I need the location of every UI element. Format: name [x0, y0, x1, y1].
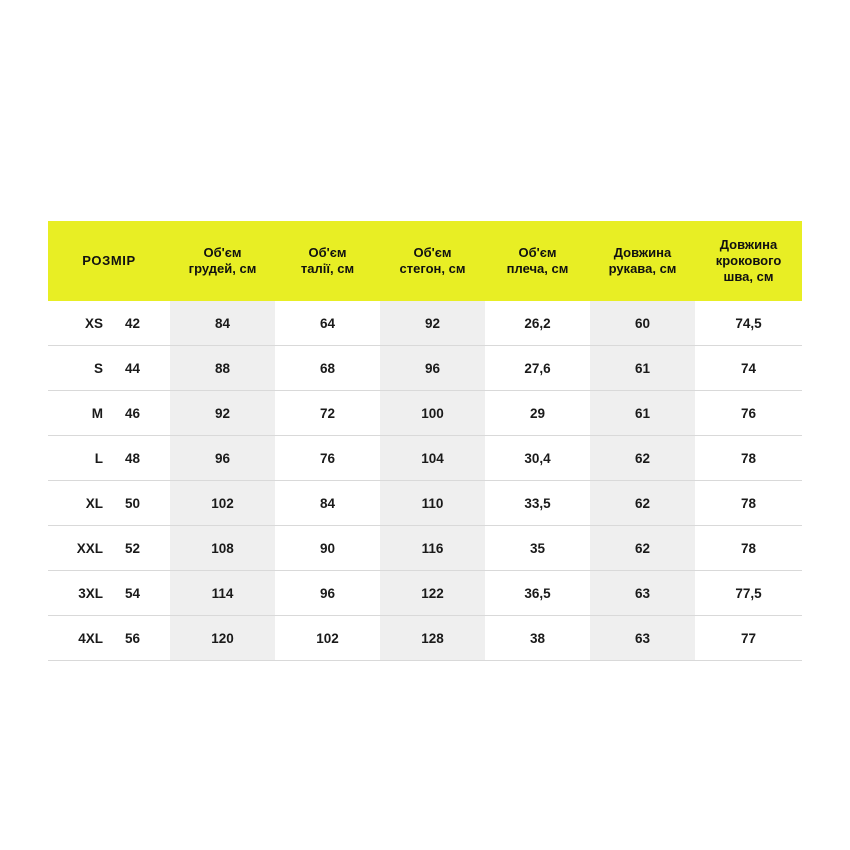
table-row — [48, 346, 802, 391]
column-header-waist-line-1: Об'єм — [308, 244, 347, 260]
table-body — [48, 301, 802, 661]
cell-hip: 110 — [380, 481, 485, 526]
cell-shoulder: 29 — [485, 391, 590, 436]
size-letter: 4XL — [78, 630, 103, 646]
cell-shoulder: 26,2 — [485, 301, 590, 346]
cell-chest: 84 — [170, 301, 275, 346]
cell-size — [48, 301, 170, 346]
column-header-inseam-line-2: крокового — [715, 252, 782, 268]
column-header-shoulder — [485, 221, 590, 301]
column-header-chest-line-1: Об'єм — [203, 244, 242, 260]
cell-sleeve: 60 — [590, 301, 695, 346]
cell-sleeve: 61 — [590, 346, 695, 391]
cell-sleeve: 62 — [590, 526, 695, 571]
cell-size — [48, 346, 170, 391]
cell-hip: 122 — [380, 571, 485, 616]
column-header-sleeve-line-1: Довжина — [613, 244, 672, 260]
column-header-waist — [275, 221, 380, 301]
column-header-inseam-line-3: шва, см — [723, 269, 774, 285]
cell-sleeve: 63 — [590, 616, 695, 661]
size-number: 56 — [125, 630, 141, 646]
cell-sleeve: 62 — [590, 481, 695, 526]
cell-size — [48, 616, 170, 661]
cell-chest: 102 — [170, 481, 275, 526]
size-letter: XS — [84, 315, 103, 331]
column-header-inseam — [695, 221, 802, 301]
column-header-hip-line-2: стегон, см — [399, 261, 466, 276]
cell-sleeve: 63 — [590, 571, 695, 616]
cell-waist: 90 — [275, 526, 380, 571]
column-header-inseam-line-1: Довжина — [719, 236, 778, 252]
cell-inseam: 74 — [695, 346, 802, 391]
cell-chest: 120 — [170, 616, 275, 661]
cell-waist: 72 — [275, 391, 380, 436]
cell-inseam: 78 — [695, 436, 802, 481]
size-letter: M — [91, 405, 103, 421]
cell-shoulder: 35 — [485, 526, 590, 571]
cell-size — [48, 436, 170, 481]
cell-shoulder: 38 — [485, 616, 590, 661]
cell-size — [48, 571, 170, 616]
cell-hip: 104 — [380, 436, 485, 481]
size-letter: XXL — [76, 540, 103, 556]
column-header-chest-line-2: грудей, см — [188, 261, 257, 276]
cell-hip: 100 — [380, 391, 485, 436]
cell-sleeve: 61 — [590, 391, 695, 436]
size-letter: 3XL — [78, 585, 103, 601]
cell-chest: 108 — [170, 526, 275, 571]
size-number: 44 — [125, 360, 141, 376]
cell-hip: 96 — [380, 346, 485, 391]
cell-chest: 114 — [170, 571, 275, 616]
column-header-size — [48, 221, 170, 301]
size-number: 54 — [125, 585, 141, 601]
size-number: 48 — [125, 450, 141, 466]
size-number: 50 — [125, 495, 141, 511]
column-header-hip-line-1: Об'єм — [413, 244, 452, 260]
cell-shoulder: 27,6 — [485, 346, 590, 391]
table-row — [48, 301, 802, 346]
cell-inseam: 78 — [695, 526, 802, 571]
size-number: 42 — [125, 315, 141, 331]
cell-inseam: 77 — [695, 616, 802, 661]
cell-chest: 92 — [170, 391, 275, 436]
table-row — [48, 571, 802, 616]
table-header-row — [48, 221, 802, 301]
size-chart-table-container — [48, 221, 802, 661]
column-header-waist-line-2: талії, см — [300, 261, 355, 276]
table-row — [48, 436, 802, 481]
size-number: 46 — [125, 405, 141, 421]
cell-waist: 64 — [275, 301, 380, 346]
cell-hip: 116 — [380, 526, 485, 571]
cell-size — [48, 391, 170, 436]
table-row — [48, 616, 802, 661]
cell-waist: 96 — [275, 571, 380, 616]
cell-waist: 84 — [275, 481, 380, 526]
cell-chest: 96 — [170, 436, 275, 481]
column-header-shoulder-line-2: плеча, см — [506, 261, 569, 276]
cell-chest: 88 — [170, 346, 275, 391]
column-header-sleeve-line-2: рукава, см — [608, 261, 677, 276]
cell-waist: 68 — [275, 346, 380, 391]
cell-size — [48, 481, 170, 526]
size-number: 52 — [125, 540, 141, 556]
size-letter: L — [94, 450, 103, 466]
cell-inseam: 76 — [695, 391, 802, 436]
cell-waist: 76 — [275, 436, 380, 481]
cell-hip: 92 — [380, 301, 485, 346]
table-row — [48, 391, 802, 436]
cell-sleeve: 62 — [590, 436, 695, 481]
column-header-sleeve — [590, 221, 695, 301]
size-letter: S — [93, 360, 103, 376]
cell-shoulder: 30,4 — [485, 436, 590, 481]
size-letter: XL — [85, 495, 103, 511]
table-row — [48, 526, 802, 571]
column-header-shoulder-line-1: Об'єм — [518, 244, 557, 260]
column-header-size-line-1: РОЗМІР — [82, 252, 136, 268]
cell-waist: 102 — [275, 616, 380, 661]
size-chart-table — [48, 221, 802, 661]
cell-hip: 128 — [380, 616, 485, 661]
table-row — [48, 481, 802, 526]
table-header — [48, 221, 802, 301]
column-header-chest — [170, 221, 275, 301]
cell-inseam: 77,5 — [695, 571, 802, 616]
cell-shoulder: 36,5 — [485, 571, 590, 616]
cell-inseam: 78 — [695, 481, 802, 526]
cell-inseam: 74,5 — [695, 301, 802, 346]
column-header-hip — [380, 221, 485, 301]
cell-shoulder: 33,5 — [485, 481, 590, 526]
cell-size — [48, 526, 170, 571]
